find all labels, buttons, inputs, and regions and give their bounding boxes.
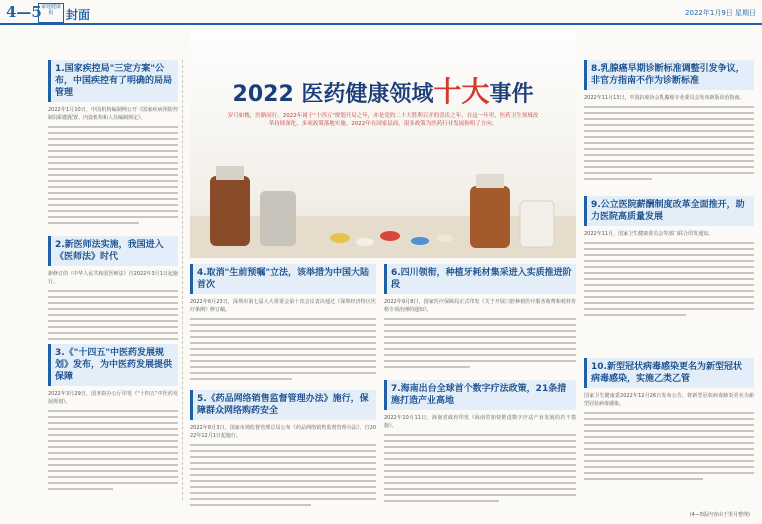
article-heading: 8.乳腺癌早期诊断标准调整引发争议，非官方指南不作为诊断标准	[584, 60, 754, 90]
hero-banner	[190, 30, 576, 258]
body-text-lines	[48, 410, 178, 490]
article-1	[48, 60, 178, 228]
article-3	[48, 344, 178, 494]
article-heading: 3.《"十四五"中医药发展规划》发布，为中医药发展提供保障	[48, 344, 178, 386]
article-text: 2022年6月23日，深圳市第七届人大常委会第十次会议表决通过《深圳经济特区医疗条例》修订稿。	[190, 299, 376, 313]
article-heading: 4.取消"生前预嘱"立法，该举措为中国大陆首次	[190, 264, 376, 294]
newspaper-logo: 家庭健康报	[38, 3, 64, 23]
page-header	[0, 0, 762, 26]
article-heading: 5.《药品网络销售监督管理办法》施行，保障群众网络购药安全	[190, 390, 376, 420]
page-footer-note: (4—5版内容由于里月整理)	[689, 512, 750, 518]
article-heading: 2.新医师法实施，我国进入《医师法》时代	[48, 236, 178, 266]
body-text-lines	[384, 318, 576, 368]
header-rule	[0, 23, 762, 25]
hero-title	[190, 70, 576, 110]
article-text: 2022年11月13日，中国抗癌协会乳腺癌专业委员会发布新版诊治指南。	[584, 95, 745, 101]
article-text: 2022年10月11日，海南省政府印发《海南省加快推进数字疗法产业发展的若干措施》。	[384, 415, 576, 429]
medicine-illustration	[190, 146, 576, 258]
hero-title-prefix: 2022 医药健康领域	[232, 82, 434, 107]
body-text-lines	[190, 444, 376, 506]
article-heading: 6.四川领衔，种植牙耗材集采进入实质推进阶段	[384, 264, 576, 294]
body-text-lines	[584, 106, 754, 180]
article-text: 2022年3月29日，国务院办公厅印发《"十四五"中医药发展规划》。	[48, 391, 178, 405]
article-text: 2022年8月3日，国家市场监督管理总局公布《药品网络销售监督管理办法》，自2022年12月1日起施行。	[190, 425, 376, 439]
article-4	[190, 264, 376, 384]
column-divider	[182, 60, 187, 500]
body-text-lines	[48, 126, 178, 224]
hero-title-suffix: 事件	[489, 82, 534, 107]
article-heading: 10.新型冠状病毒感染更名为新型冠状病毒感染，实施乙类乙管	[584, 358, 754, 388]
article-heading: 9.公立医院薪酬制度改革全面推开，助力医院高质量发展	[584, 196, 754, 226]
article-text: 新修订的《中华人民共和国医师法》自2022年3月1日起施行。	[48, 271, 178, 285]
article-10	[584, 358, 754, 484]
body-text-lines	[584, 412, 754, 480]
article-heading: 7.海南出台全球首个数字疗法政策，21条措施打造产业高地	[384, 380, 576, 410]
page-number: 4—5	[6, 3, 42, 21]
section-title: 封面	[66, 8, 91, 22]
hero-subtitle: 岁月如梭，医路同行。2022年属于"十四五"规划开局之年，亦是党的二十大胜利召开的喜庆之年。在这一年里，医药卫生领域改革持续深化，多项政策落地实施。2022年在国家层面，很多政策为医药行业发展指明了方向。	[227, 113, 539, 127]
article-text: 国家卫生健康委2022年12月26日发布公告，将新型冠状病毒肺炎更名为新型冠状病毒感染。	[584, 393, 754, 407]
hero-title-highlight: 十大	[433, 75, 490, 108]
article-6	[384, 264, 576, 372]
body-text-lines	[584, 242, 754, 316]
article-8	[584, 60, 754, 184]
article-9	[584, 196, 754, 320]
article-heading: 1.国家疾控局"三定方案"公布，中国疾控有了明确的局局管理	[48, 60, 178, 102]
article-5	[190, 390, 376, 510]
body-text-lines	[384, 434, 576, 502]
article-text: 2022年1月10日，中国机构编制网公开《国家疾病预防控制局职能配置、内设机构和人员编制规定》。	[48, 107, 178, 121]
article-text: 2022年11月，国家卫生健康委员会等部门联合印发通知。	[584, 231, 714, 237]
issue-date: 2022年1月9日 星期日	[685, 9, 756, 17]
article-7	[384, 380, 576, 506]
article-text: 2022年9月8日，国家医疗保障局正式印发《关于开展口腔种植医疗服务收费和耗材价格专项治理的通知》。	[384, 299, 576, 313]
body-text-lines	[190, 318, 376, 380]
